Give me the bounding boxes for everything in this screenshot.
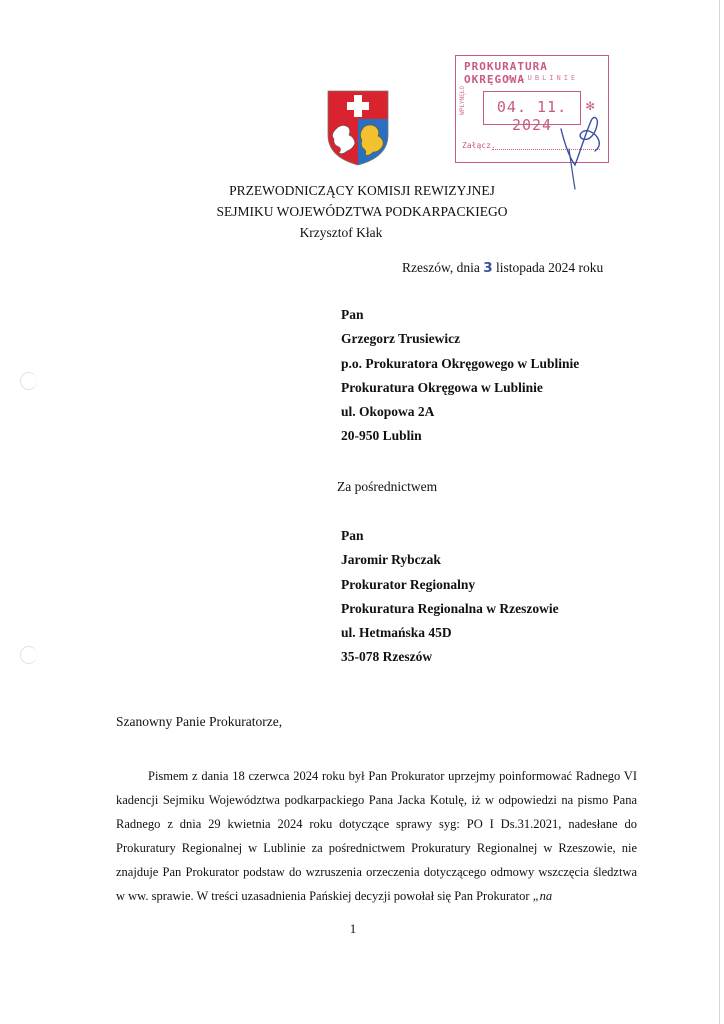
- stamp-star-icon: ✻: [586, 98, 595, 114]
- body-paragraph-text: Pismem z dania 18 czerwca 2024 roku był Pan Prokurator uprzejmy poinformować Radnego VI kadencji Sejmiku Województwa podkarpackiego Pana Jacka Kotulę, iż w odpowiedzi na pismo Pana Radnego z dnia 29 kwietnia 2024 roku dotyczące sprawy syg: PO I Ds.31.2021, nadesłane do Prokuratury Regionalnej w Lublinie za pośrednictwem Prokuratury Regionalnej w Rzeszowie, nie znajduje Pan Prokurator podstaw do wzruszenia orzeczenia dotyczącego odmowy wszczęcia śledztwa w ww. sprawie. W treści uzasadnienia Pańskiej decyzji powołał się Pan Prokurator: [116, 769, 637, 904]
- body-quote-start: „na: [532, 889, 553, 904]
- intermediary-line: ul. Hetmańska 45D: [341, 625, 452, 641]
- recipient-line: 20-950 Lublin: [341, 428, 422, 444]
- stamp-title: PROKURATURA OKRĘGOWA: [464, 60, 548, 86]
- stamp-attachments-label: Załącz.: [462, 141, 496, 150]
- recipient-line: Grzegorz Trusiewicz: [341, 331, 461, 347]
- salutation: Szanowny Panie Prokuratorze,: [116, 714, 283, 729]
- sender-title-line-2: SEJMIKU WOJEWÓDZTWA PODKARPACKIEGO: [216, 204, 508, 219]
- handwritten-initials-icon: [555, 105, 615, 195]
- letter-body: [116, 764, 637, 909]
- recipient-line: p.o. Prokuratora Okręgowego w Lublinie: [341, 355, 580, 371]
- intermediary-address: [341, 524, 559, 670]
- punch-hole-mark: [20, 372, 37, 390]
- recipient-line: Pan: [341, 307, 364, 322]
- intermediary-line: Jaromir Rybczak: [341, 552, 441, 568]
- date-suffix: listopada 2024 roku: [496, 260, 604, 275]
- stamp-side-label: WPŁYNĘŁO: [459, 86, 466, 115]
- intermediary-line: 35-078 Rzeszów: [341, 649, 433, 665]
- page-edge: [719, 0, 720, 1024]
- page-number: 1: [349, 921, 357, 936]
- sender-title-line-1: PRZEWODNICZĄCY KOMISJI REWIZYJNEJ: [229, 183, 495, 198]
- stamp-date: 04. 11. 2024: [496, 98, 568, 134]
- recipient-line: ul. Okopowa 2A: [341, 404, 435, 420]
- date-day-handwritten: 3: [483, 260, 493, 276]
- punch-hole-mark: [20, 646, 37, 664]
- date-prefix: Rzeszów, dnia: [402, 260, 480, 275]
- date-line: [402, 260, 603, 276]
- intermediary-line: Prokuratura Regionalna w Rzeszowie: [341, 600, 559, 616]
- coat-of-arms-icon: [326, 89, 390, 167]
- sender-name: Krzysztof Kłak: [299, 225, 383, 240]
- recipient-line: Prokuratura Okręgowa w Lublinie: [341, 379, 543, 395]
- via-label: Za pośrednictwem: [337, 479, 438, 494]
- stamp-subtitle: W LUBLINIE: [506, 74, 579, 82]
- intermediary-line: Prokurator Regionalny: [341, 576, 476, 592]
- recipient-address: [341, 303, 579, 449]
- intermediary-line: Pan: [341, 528, 364, 543]
- body-paragraph: [116, 764, 637, 909]
